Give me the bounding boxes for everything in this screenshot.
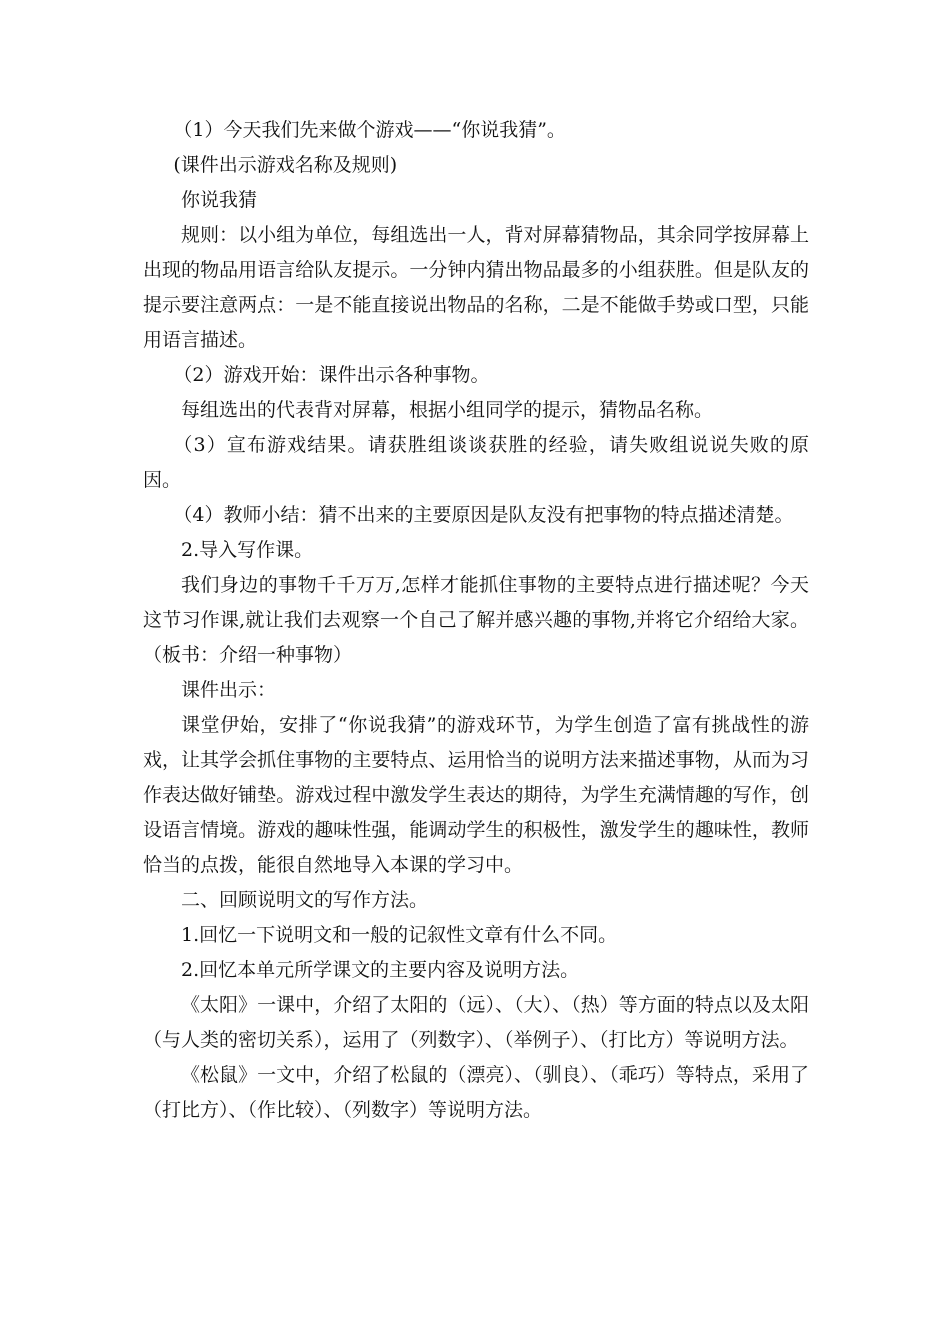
document-body: [143, 113, 809, 1128]
paragraph-reflection: 课堂伊始，安排了“你说我猜”的游戏环节，为学生创造了富有挑战性的游戏，让其学会抓住事物的主要特点、运用恰当的说明方法来描述事物，从而为习作表达做好铺垫。游戏过程中激发学生表达的期待，为学生充满情趣的写作，创设语言情境。游戏的趣味性强，能调动学生的积极性，激发学生的趣味性，教师恰当的点拨，能很自然地导入本课的学习中。: [143, 714, 809, 876]
paragraph-results: （3）宣布游戏结果。请获胜组谈谈获胜的经验，请失败组说说失败的原因。: [143, 434, 809, 491]
paragraph-courseware-show: 课件出示：: [181, 679, 277, 701]
paragraph-representative: 每组选出的代表背对屏幕，根据小组同学的提示，猜物品名称。: [181, 399, 714, 421]
paragraph-game-title: 你说我猜: [181, 189, 258, 211]
paragraph-intro-writing: 2.导入写作课。: [181, 539, 314, 561]
paragraph-game-intro: （1）今天我们先来做个游戏——“你说我猜”。: [173, 119, 566, 141]
paragraph-writing-lead: 我们身边的事物千千万万,怎样才能抓住事物的主要特点进行描述呢？今天这节习作课,就让我们去观察一个自己了解并感兴趣的事物,并将它介绍给大家。（板书：介绍一种事物）: [143, 574, 809, 666]
paragraph-summary: （4）教师小结：猜不出来的主要原因是队友没有把事物的特点描述清楚。: [173, 504, 794, 526]
paragraph-sun: 《太阳》一课中，介绍了太阳的（远）、（大）、（热）等方面的特点以及太阳（与人类的密切关系），运用了（列数字）、（举例子）、（打比方）等说明方法。: [143, 994, 809, 1051]
paragraph-section-two: 二、回顾说明文的写作方法。: [181, 889, 429, 911]
paragraph-recall-unit: 2.回忆本单元所学课文的主要内容及说明方法。: [181, 959, 580, 981]
paragraph-courseware-note: (课件出示游戏名称及规则): [173, 154, 398, 176]
paragraph-game-start: （2）游戏开始：课件出示各种事物。: [173, 364, 490, 386]
paragraph-squirrel: 《松鼠》一文中，介绍了松鼠的（漂亮）、（驯良）、（乖巧）等特点，采用了（打比方）、（作比较）、（列数字）等说明方法。: [143, 1064, 809, 1121]
paragraph-recall-difference: 1.回忆一下说明文和一般的记叙性文章有什么不同。: [181, 924, 618, 946]
paragraph-rules: 规则：以小组为单位，每组选出一人，背对屏幕猜物品，其余同学按屏幕上出现的物品用语言给队友提示。一分钟内猜出物品最多的小组获胜。但是队友的提示要注意两点：一是不能直接说出物品的名称，二是不能做手势或口型，只能用语言描述。: [143, 224, 809, 351]
